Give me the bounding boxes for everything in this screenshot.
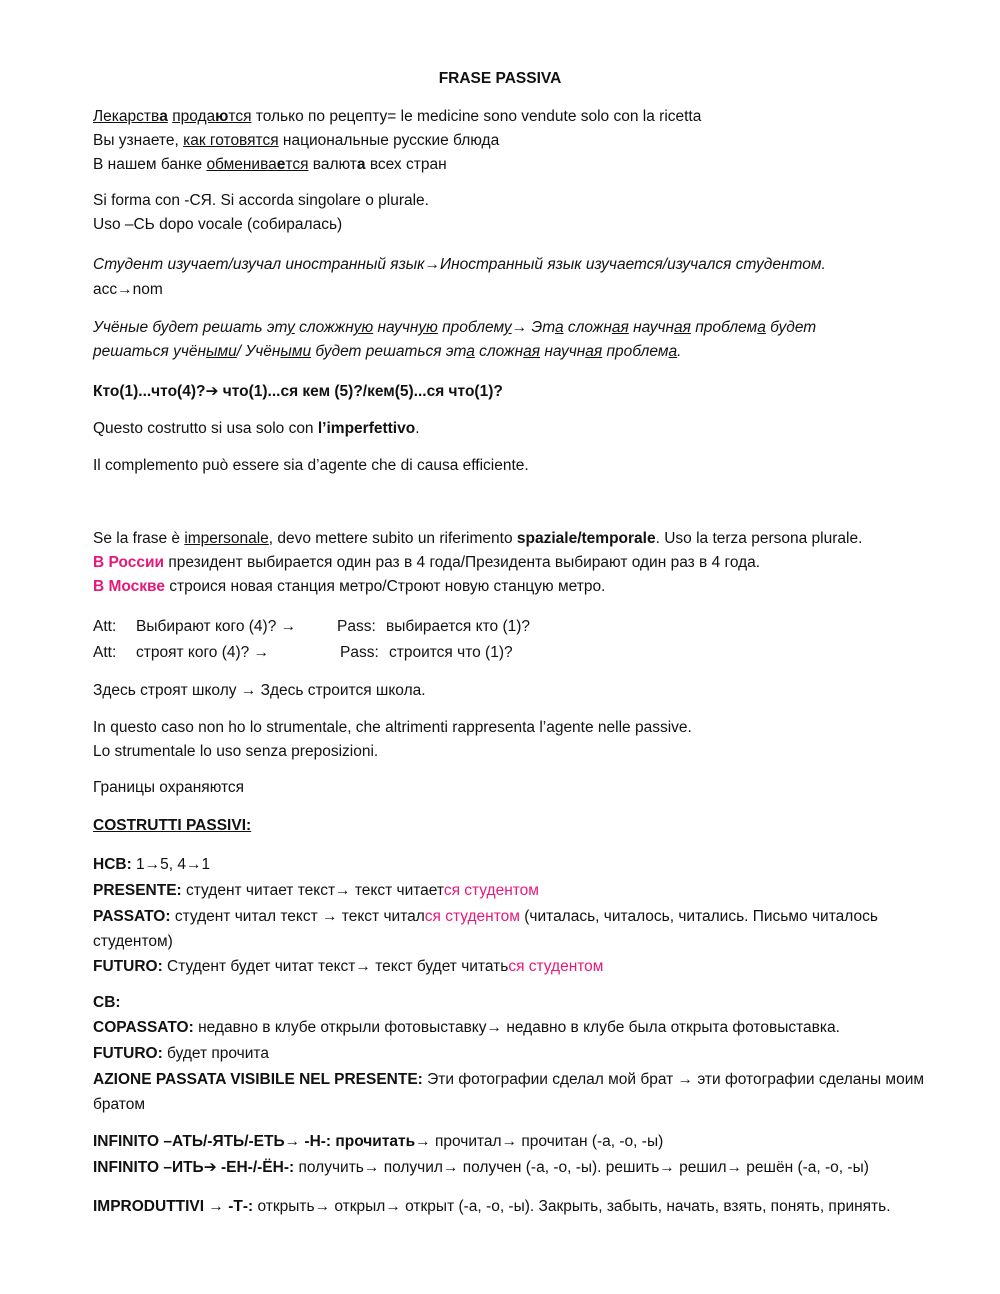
text: . [677, 343, 682, 360]
sv-azione-line-2: братом [93, 1096, 145, 1113]
sv-azione [93, 1067, 953, 1093]
att-pass-row [93, 640, 953, 666]
impersonale-line-1 [93, 527, 953, 551]
underlined-text: ую [418, 319, 438, 336]
bold-text: -Т-: [228, 1198, 254, 1215]
underlined-text: обменива [206, 156, 277, 173]
underlined-text: ая [674, 319, 691, 336]
underlined-text: impersonale [184, 530, 269, 547]
underlined-text: а [554, 319, 564, 336]
bold-text: AZIONE PASSATA VISIBILE NEL PRESENTE: [93, 1071, 423, 1088]
underlined-text: ыми [206, 343, 237, 360]
intro-line-3 [93, 153, 953, 177]
example-1 [93, 252, 953, 302]
strumentale-line-2: Lo strumentale lo uso senza preposizioni. [93, 743, 379, 760]
highlight-text: ся студентом [424, 908, 520, 925]
highlight-text: В Москве [93, 578, 165, 595]
underlined-text: ая [585, 343, 603, 360]
bold-text: COPASSATO: [93, 1019, 194, 1036]
formula [93, 380, 953, 404]
highlight-text: В России [93, 554, 165, 571]
passive-question: строится что (1)? [389, 644, 513, 661]
text: только по рецепту= le medicine sono vendute solo con la ricetta [251, 108, 702, 125]
text: → Эт [511, 319, 555, 336]
bold-text: l’imperfettivo [317, 420, 416, 437]
text: будет решаться эт [311, 343, 467, 360]
text: В нашем банке [93, 156, 207, 173]
text: решаться учён [93, 343, 207, 360]
text: проблем [437, 319, 504, 336]
text: → прочитал→ прочитан (-а, -о, -ы) [415, 1133, 664, 1150]
active-question: строят кого (4)? → [136, 644, 270, 661]
text: . Uso la terza persona plurale. [655, 530, 863, 547]
text: студент читает текст→ текст читает [181, 882, 444, 899]
strumentale-note [93, 716, 953, 764]
sv-copassato [93, 1015, 953, 1041]
example-2 [93, 316, 953, 364]
text: сложн [563, 319, 612, 336]
text: открыть→ открыл→ открыт (-а, -о, -ы). Закрыть, забыть, начать, взять, понять, принять. [253, 1198, 891, 1215]
text: Questo costrutto si usa solo con [93, 420, 318, 437]
sv-heading: СВ: [93, 994, 121, 1011]
nsv-passato [93, 904, 953, 930]
text: сложжн [294, 319, 354, 336]
zdes-example [93, 679, 953, 703]
forma-section [93, 189, 953, 237]
granitsy-text: Границы охраняются [93, 779, 245, 796]
underlined-text: ая [523, 343, 541, 360]
complemento-note [93, 454, 953, 478]
nsv-section [93, 852, 953, 980]
text: получить→ получил→ получен (-а, -о, -ы). решить→ решил→ решён (-а, -о, -ы) [294, 1159, 869, 1176]
strumentale-line-1: In questo caso non ho lo strumentale, che altrimenti rappresenta l’agente nelle passive. [93, 719, 692, 736]
impersonale-line-3 [93, 575, 953, 599]
bold-text: PRESENTE: [93, 882, 182, 899]
underlined-text: тся [228, 108, 252, 125]
underlined-text: Лекарств [93, 108, 160, 125]
bold-text: а [356, 156, 366, 173]
passive-question: выбирается кто (1)? [386, 618, 531, 635]
bold-text: INFINITO –АТЬ/-ЯТЬ/-ЕТЬ→ -Н-: прочитать [93, 1133, 416, 1150]
text: студент читал текст → текст читал [170, 908, 425, 925]
att-label: Att: [93, 618, 117, 635]
page-title: FRASE PASSIVA [438, 70, 562, 87]
text: (читалась, читалось, читались. Письмо читалось [519, 908, 878, 925]
text: проблем [690, 319, 758, 336]
underlined-text: а [466, 343, 475, 360]
infinito-section [93, 1129, 953, 1181]
nsv-passato-line-2: студентом) [93, 933, 173, 950]
text: научн [540, 343, 586, 360]
example-1-line-1: Студент изучает/изучал иностранный язык→Иностранный язык изучается/изучался студентом. [93, 256, 826, 273]
underlined-bold-text: ю [215, 108, 229, 125]
example-2-line-2 [93, 340, 953, 364]
pass-label: Pass: [337, 618, 376, 635]
att-pass-row [93, 614, 953, 640]
impersonale-section [93, 527, 953, 599]
sv-section [93, 991, 953, 1117]
underlined-text: как готовятся [183, 132, 279, 149]
text: всех стран [365, 156, 447, 173]
nsv-presente [93, 878, 953, 904]
infinito-line-2 [93, 1155, 953, 1181]
infinito-line-1 [93, 1129, 953, 1155]
section-heading: COSTRUTTI PASSIVI: [93, 817, 252, 834]
intro-examples [93, 105, 953, 177]
underlined-text: а [668, 343, 678, 360]
text: → [204, 1198, 229, 1215]
underlined-text: ая [611, 319, 629, 336]
underlined-bold-text: а [159, 108, 168, 125]
underlined-text: тся [285, 156, 309, 173]
text: национальные русские блюда [278, 132, 500, 149]
active-question: Выбирают кого (4)? → [136, 618, 297, 635]
imperfettivo-note [93, 417, 953, 441]
sv-futuro [93, 1041, 953, 1067]
pass-label: Pass: [340, 644, 379, 661]
zdes-text: Здесь строят школу → Здесь строится школа. [93, 682, 426, 699]
text: Эти фотографии сделал мой брат → эти фотографии сделаны моим [422, 1071, 925, 1088]
text: Вы узнаете, [93, 132, 184, 149]
text: Учёные будет решать эт [93, 319, 288, 336]
forma-line-2: Uso –СЬ dopo vocale (собиралась) [93, 216, 343, 233]
text: проблем [602, 343, 669, 360]
text: сложн [474, 343, 524, 360]
underlined-text: ыми [280, 343, 312, 360]
improduttivi-line [93, 1195, 953, 1219]
text: . [415, 420, 420, 437]
att-label: Att: [93, 644, 117, 661]
underlined-text: у [503, 319, 512, 336]
text: научн [628, 319, 675, 336]
bold-text: FUTURO: [93, 958, 163, 975]
nsv-futuro [93, 954, 953, 980]
intro-line-1 [93, 105, 953, 129]
highlight-text: ся студентом [443, 882, 539, 899]
costrutti-heading [93, 814, 953, 838]
text: Se la frase è [93, 530, 185, 547]
bold-text: IMPRODUTTIVI [93, 1198, 205, 1215]
intro-line-2 [93, 129, 953, 153]
bold-text: PASSATO: [93, 908, 171, 925]
text: недавно в клубе открыли фотовыставку→ недавно в клубе была открыта фотовыставка. [193, 1019, 840, 1036]
text: строися новая станция метро/Строют новую станцую метро. [165, 578, 606, 595]
complemento-text: Il complemento può essere sia d’agente che di causa efficiente. [93, 457, 529, 474]
text: / Учён [236, 343, 281, 360]
underlined-bold-text: е [276, 156, 286, 173]
highlight-text: ся студентом [508, 958, 604, 975]
improduttivi-section [93, 1195, 953, 1219]
bold-text: INFINITO –ИТЬ➔ -ЕН-/-ЁН-: [93, 1159, 295, 1176]
text: Студент будет читат текст→ текст будет читать [162, 958, 509, 975]
underlined-text: а [757, 319, 766, 336]
example-1-line-2: acc→nom [93, 281, 163, 298]
bold-text: FUTURO: [93, 1045, 163, 1062]
text: будет прочита [162, 1045, 269, 1062]
text: 1→5, 4→1 [131, 856, 211, 873]
granitsy-example [93, 776, 953, 800]
impersonale-line-2 [93, 551, 953, 575]
text: будет [765, 319, 817, 336]
text: , devo mettere subito un riferimento [268, 530, 517, 547]
bold-text: НСВ: [93, 856, 132, 873]
bold-text: spaziale/temporale [516, 530, 656, 547]
forma-line-1: Si forma con -СЯ. Si accorda singolare o plurale. [93, 192, 429, 209]
text: валют [308, 156, 357, 173]
underlined-text: прода [172, 108, 216, 125]
att-pass-table [93, 614, 953, 666]
text: научн [373, 319, 419, 336]
text: президент выбирается один раз в 4 года/Президента выбирают один раз в 4 года. [164, 554, 761, 571]
formula-text: Кто(1)...что(4)?➔ что(1)...ся кем (5)?/кем(5)...ся что(1)? [93, 383, 503, 400]
nsv-heading [93, 852, 953, 878]
underlined-text: ую [353, 319, 374, 336]
example-2-line-1 [93, 316, 953, 340]
underlined-text: у [287, 319, 295, 336]
